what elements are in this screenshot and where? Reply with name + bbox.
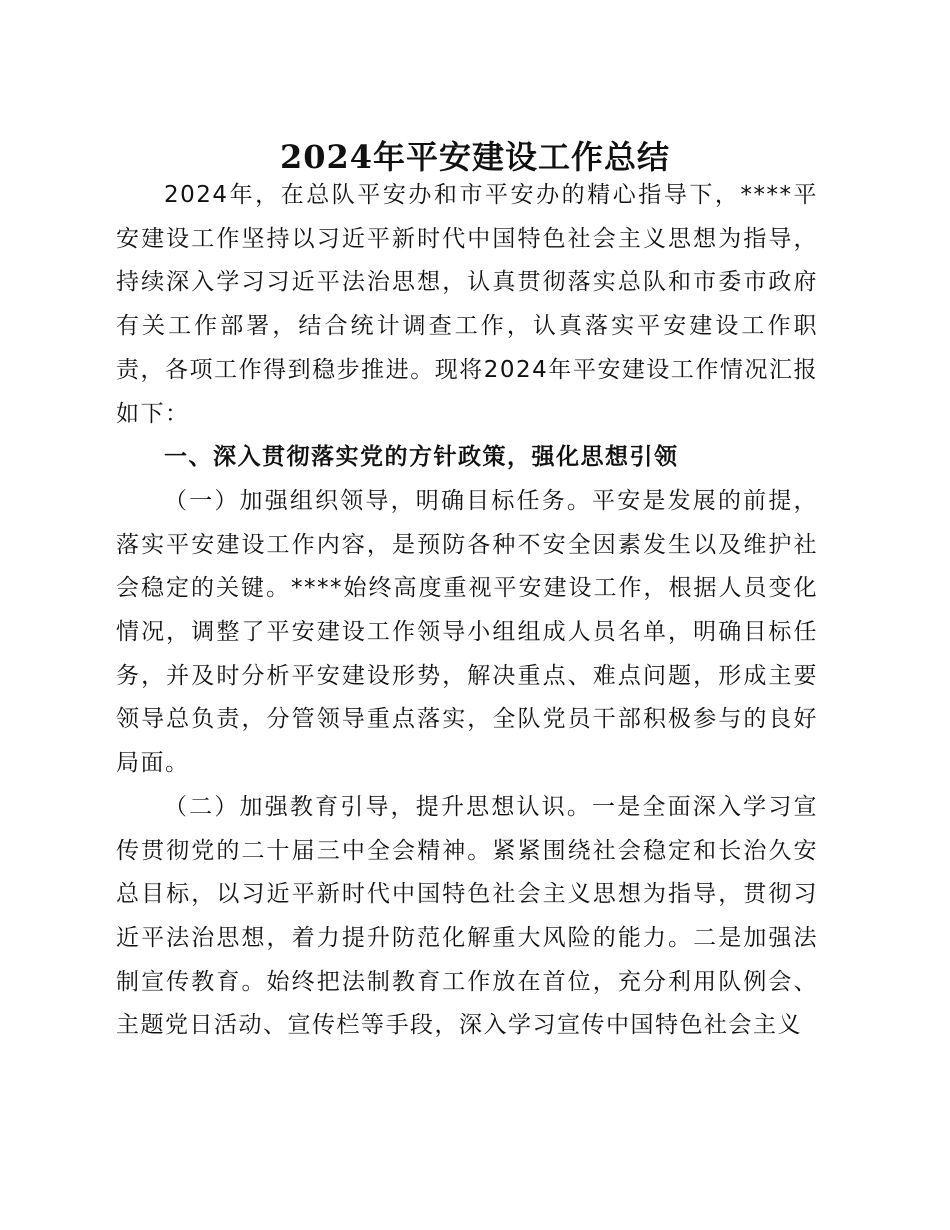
- document-body: [116, 174, 818, 1048]
- subsection-paragraph-2: （二）加强教育引导，提升思想认识。一是全面深入学习宣传贯彻党的二十届三中全会精神。紧紧围绕社会稳定和长治久安总目标，以习近平新时代中国特色社会主义思想为指导，贯彻习近平法治思想，着力提升防范化解重大风险的能力。二是加强法制宣传教育。始终把法制教育工作放在首位，充分利用队例会、主题党日活动、宣传栏等手段，深入学习宣传中国特色社会主义: [116, 793, 818, 1039]
- subsection-paragraph-1: （一）加强组织领导，明确目标任务。平安是发展的前提，落实平安建设工作内容，是预防各种不安全因素发生以及维护社会稳定的关键。****始终高度重视平安建设工作，根据人员变化情况，调整了平安建设工作领导小组组成人员名单，明确目标任务，并及时分析平安建设形势，解决重点、难点问题，形成主要领导总负责，分管领导重点落实，全队党员干部积极参与的良好局面。: [116, 487, 818, 777]
- document-title: 2024年平安建设工作总结: [279, 138, 671, 176]
- intro-paragraph: 2024年，在总队平安办和市平安办的精心指导下，****平安建设工作坚持以习近平新时代中国特色社会主义思想为指导，持续深入学习习近平法治思想，认真贯彻落实总队和市委市政府有关工作部署，结合统计调查工作，认真落实平安建设工作职责，各项工作得到稳步推进。现将2024年平安建设工作情况汇报如下：: [116, 182, 818, 427]
- section-heading: 一、深入贯彻落实党的方针政策，强化思想引领: [164, 444, 679, 471]
